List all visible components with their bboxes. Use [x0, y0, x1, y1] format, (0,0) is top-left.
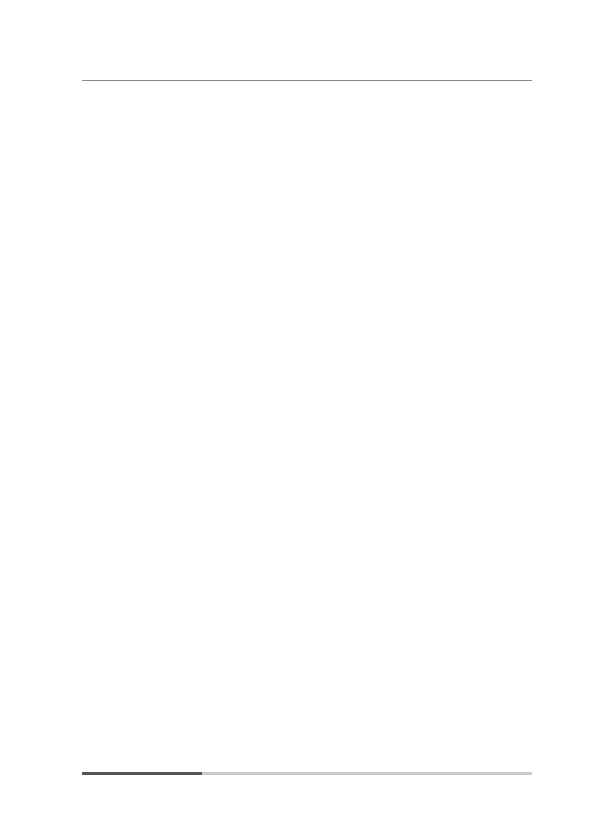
header-dot [89, 61, 94, 66]
footer-rule-accent [82, 772, 202, 775]
header-rule [82, 80, 532, 81]
header-dot [82, 68, 87, 73]
header-dots-icon [82, 61, 94, 73]
footer-rule [82, 772, 532, 775]
header-dot [82, 61, 87, 66]
header-dot [89, 68, 94, 73]
running-header [82, 58, 532, 80]
